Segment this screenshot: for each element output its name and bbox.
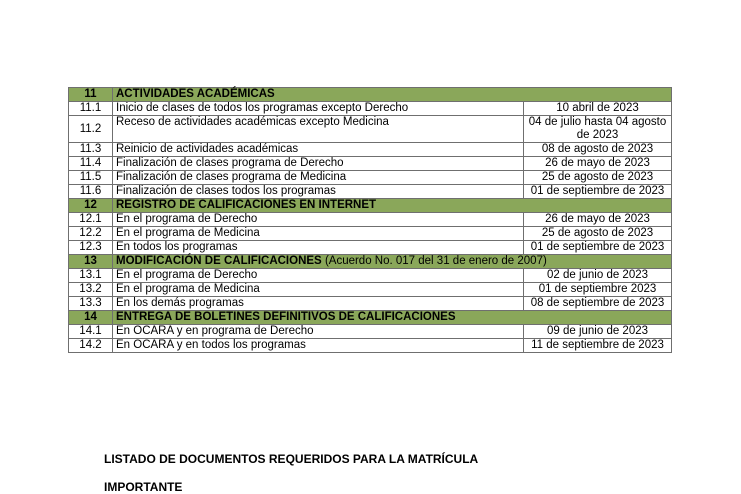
row-date: 01 de septiembre 2023 bbox=[524, 283, 672, 297]
row-description: Finalización de clases programa de Derecho bbox=[113, 157, 524, 171]
row-number: 11.3 bbox=[69, 143, 113, 157]
table-row bbox=[69, 241, 672, 255]
table-row bbox=[69, 185, 672, 199]
row-description: En el programa de Medicina bbox=[113, 283, 524, 297]
row-description: Reinicio de actividades académicas bbox=[113, 143, 524, 157]
table-row bbox=[69, 213, 672, 227]
row-description: En todos los programas bbox=[113, 241, 524, 255]
row-description: En los demás programas bbox=[113, 297, 524, 311]
section-title-cell bbox=[113, 199, 672, 213]
important-heading: IMPORTANTE bbox=[104, 480, 183, 494]
section-number: 14 bbox=[69, 311, 113, 325]
section-number: 12 bbox=[69, 199, 113, 213]
section-title: REGISTRO DE CALIFICACIONES EN INTERNET bbox=[116, 199, 377, 211]
section-header-row bbox=[69, 311, 672, 325]
table-row bbox=[69, 339, 672, 353]
section-title: ENTREGA DE BOLETINES DEFINITIVOS DE CALIFICACIONES bbox=[116, 311, 456, 323]
table-row bbox=[69, 283, 672, 297]
row-number: 14.1 bbox=[69, 325, 113, 339]
section-header-row bbox=[69, 255, 672, 269]
row-date: 11 de septiembre de 2023 bbox=[524, 339, 672, 353]
table-row bbox=[69, 102, 672, 116]
section-title-cell bbox=[113, 88, 672, 102]
section-header-row bbox=[69, 88, 672, 102]
documents-list-title: LISTADO DE DOCUMENTOS REQUERIDOS PARA LA MATRÍCULA bbox=[104, 452, 479, 466]
row-date: 09 de junio de 2023 bbox=[524, 325, 672, 339]
row-description: Inicio de clases de todos los programas excepto Derecho bbox=[113, 102, 524, 116]
row-date: 25 de agosto de 2023 bbox=[524, 227, 672, 241]
row-description: Receso de actividades académicas excepto Medicina bbox=[113, 116, 524, 143]
row-description: En el programa de Medicina bbox=[113, 227, 524, 241]
table-row bbox=[69, 157, 672, 171]
section-title: MODIFICACIÓN DE CALIFICACIONES bbox=[116, 255, 322, 267]
row-date: 08 de septiembre de 2023 bbox=[524, 297, 672, 311]
table-row bbox=[69, 227, 672, 241]
section-number: 11 bbox=[69, 88, 113, 102]
section-title-cell bbox=[113, 255, 672, 269]
row-date: 01 de septiembre de 2023 bbox=[524, 185, 672, 199]
row-date: 04 de julio hasta 04 agosto de 2023 bbox=[524, 116, 672, 143]
table-row bbox=[69, 269, 672, 283]
row-date: 08 de agosto de 2023 bbox=[524, 143, 672, 157]
row-date: 25 de agosto de 2023 bbox=[524, 171, 672, 185]
academic-calendar-table bbox=[68, 87, 672, 353]
section-title: ACTIVIDADES ACADÉMICAS bbox=[116, 88, 275, 100]
row-description: En OCARA y en todos los programas bbox=[113, 339, 524, 353]
section-note: (Acuerdo No. 017 del 31 de enero de 2007) bbox=[324, 255, 547, 267]
table-row bbox=[69, 325, 672, 339]
row-description: En el programa de Derecho bbox=[113, 269, 524, 283]
row-number: 11.6 bbox=[69, 185, 113, 199]
section-title-cell bbox=[113, 311, 672, 325]
section-header-row bbox=[69, 199, 672, 213]
row-date: 01 de septiembre de 2023 bbox=[524, 241, 672, 255]
row-number: 13.1 bbox=[69, 269, 113, 283]
row-description: En OCARA y en programa de Derecho bbox=[113, 325, 524, 339]
row-number: 14.2 bbox=[69, 339, 113, 353]
row-number: 12.1 bbox=[69, 213, 113, 227]
row-number: 12.2 bbox=[69, 227, 113, 241]
table-row bbox=[69, 171, 672, 185]
row-number: 11.1 bbox=[69, 102, 113, 116]
row-number: 11.2 bbox=[69, 116, 113, 143]
row-date: 26 de mayo de 2023 bbox=[524, 157, 672, 171]
row-number: 13.2 bbox=[69, 283, 113, 297]
academic-calendar-body bbox=[69, 88, 672, 353]
section-number: 13 bbox=[69, 255, 113, 269]
row-description: Finalización de clases programa de Medicina bbox=[113, 171, 524, 185]
row-number: 11.5 bbox=[69, 171, 113, 185]
row-date: 02 de junio de 2023 bbox=[524, 269, 672, 283]
table-row bbox=[69, 297, 672, 311]
row-date: 10 abril de 2023 bbox=[524, 102, 672, 116]
row-number: 12.3 bbox=[69, 241, 113, 255]
row-number: 13.3 bbox=[69, 297, 113, 311]
row-description: En el programa de Derecho bbox=[113, 213, 524, 227]
row-description: Finalización de clases todos los programas bbox=[113, 185, 524, 199]
row-date: 26 de mayo de 2023 bbox=[524, 213, 672, 227]
table-row bbox=[69, 143, 672, 157]
row-number: 11.4 bbox=[69, 157, 113, 171]
table-row bbox=[69, 116, 672, 143]
